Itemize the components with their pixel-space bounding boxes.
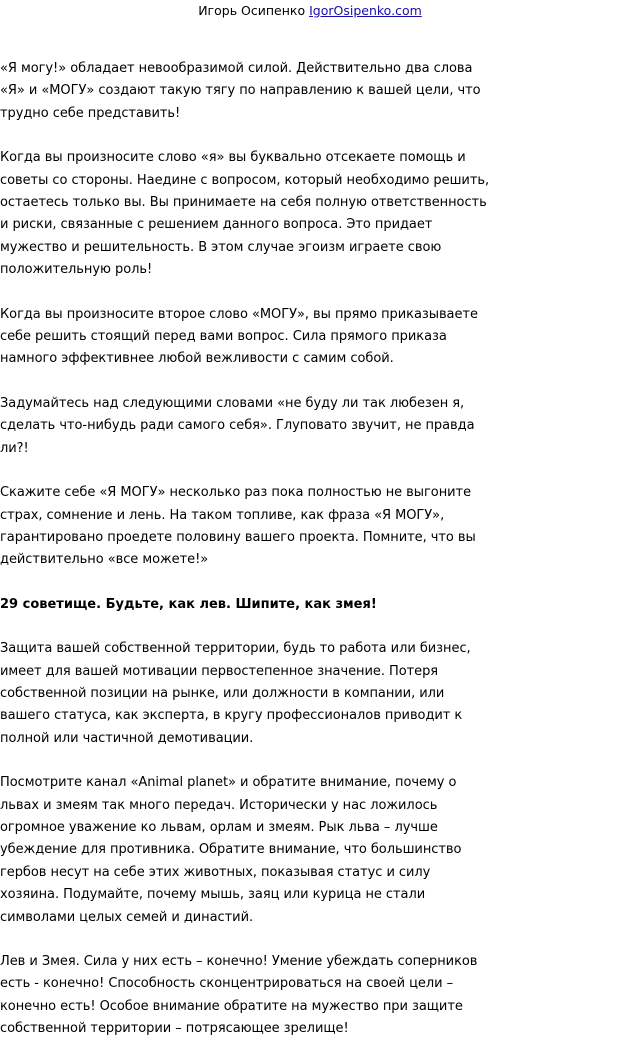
text-line: львах и змеям так много передач. Исторически у нас ложилось bbox=[0, 797, 438, 813]
page-header bbox=[0, 3, 620, 19]
paragraph bbox=[0, 304, 620, 371]
text-line: намного эффективнее любой вежливости с самим собой. bbox=[0, 351, 394, 367]
text-line: ли?! bbox=[0, 440, 29, 456]
text-line: положительную роль! bbox=[0, 262, 153, 278]
text-line: советы со стороны. Наедине с вопросом, который необходимо решить, bbox=[0, 172, 490, 188]
paragraph bbox=[0, 58, 620, 125]
author-name: Игорь Осипенко bbox=[198, 3, 306, 18]
site-link[interactable]: IgorOsipenko.com bbox=[309, 3, 422, 18]
text-line: трудно себе представить! bbox=[0, 105, 181, 121]
text-line: Задумайтесь над следующими словами «не буду ли так любезен я, bbox=[0, 395, 465, 411]
text-line: гербов несут на себе этих животных, показывая статус и силу bbox=[0, 864, 431, 880]
text-line: собственной территории – потрясающее зрелище! bbox=[0, 1021, 349, 1037]
text-line: мужество и решительность. В этом случае эгоизм играете свою bbox=[0, 239, 442, 255]
text-line: Лев и Змея. Сила у них есть – конечно! Умение убеждать соперников bbox=[0, 954, 478, 969]
text-line: Посмотрите канал «Animal planet» и обратите внимание, почему о bbox=[0, 775, 457, 791]
text-line: Скажите себе «Я МОГУ» несколько раз пока полностью не выгоните bbox=[0, 485, 472, 501]
text-line: конечно есть! Особое внимание обратите на мужество при защите bbox=[0, 998, 463, 1014]
text-line: себе решить стоящий перед вами вопрос. Сила прямого приказа bbox=[0, 329, 447, 345]
paragraph bbox=[0, 951, 620, 1041]
text-line: «Я» и «МОГУ» создают такую тягу по направлению к вашей цели, что bbox=[0, 83, 481, 99]
text-line: символами целых семей и династий. bbox=[0, 909, 254, 925]
text-line: и риски, связанные с решением данного вопроса. Это придает bbox=[0, 217, 433, 233]
text-line: страх, сомнение и лень. На таком топливе, как фраза «Я МОГУ», bbox=[0, 507, 445, 523]
paragraph bbox=[0, 482, 620, 572]
text-line: Когда вы произносите второе слово «МОГУ», вы прямо приказываете bbox=[0, 306, 478, 322]
text-line: вашего статуса, как эксперта, в кругу профессионалов приводит к bbox=[0, 708, 463, 724]
section-heading: 29 советище. Будьте, как лев. Шипите, как змея! bbox=[0, 596, 377, 612]
text-line: хозяина. Подумайте, почему мышь, заяц или курица не стали bbox=[0, 887, 426, 903]
paragraph bbox=[0, 638, 620, 750]
text-line: собственной позиции на рынке, или должности в компании, или bbox=[0, 685, 445, 701]
text-line: Защита вашей собственной территории, будь то работа или бизнес, bbox=[0, 641, 471, 657]
text-line: «Я могу!» обладает невообразимой силой. Действительно два слова bbox=[0, 61, 473, 76]
text-line: огромное уважение ко львам, орлам и змеям. Рык льва – лучше bbox=[0, 819, 438, 835]
text-line: Когда вы произносите слово «я» вы буквально отсекаете помощь и bbox=[0, 150, 466, 166]
document-body bbox=[0, 58, 620, 1063]
text-line: остаетесь только вы. Вы принимаете на себя полную ответственность bbox=[0, 195, 487, 211]
paragraph bbox=[0, 772, 620, 929]
text-line: полной или частичной демотивации. bbox=[0, 730, 254, 746]
text-line: сделать что-нибудь ради самого себя». Глуповато звучит, не правда bbox=[0, 418, 475, 434]
text-line: есть - конечно! Способность сконцентрироваться на своей цели – bbox=[0, 976, 454, 992]
text-line: имеет для вашей мотивации первостепенное значение. Потеря bbox=[0, 663, 439, 679]
text-line: убеждение для противника. Обратите внимание, что большинство bbox=[0, 842, 462, 858]
text-line: гарантировано проедете половину вашего проекта. Помните, что вы bbox=[0, 529, 476, 545]
text-line: действительно «все можете!» bbox=[0, 552, 209, 568]
paragraph bbox=[0, 393, 620, 460]
paragraph bbox=[0, 147, 620, 281]
